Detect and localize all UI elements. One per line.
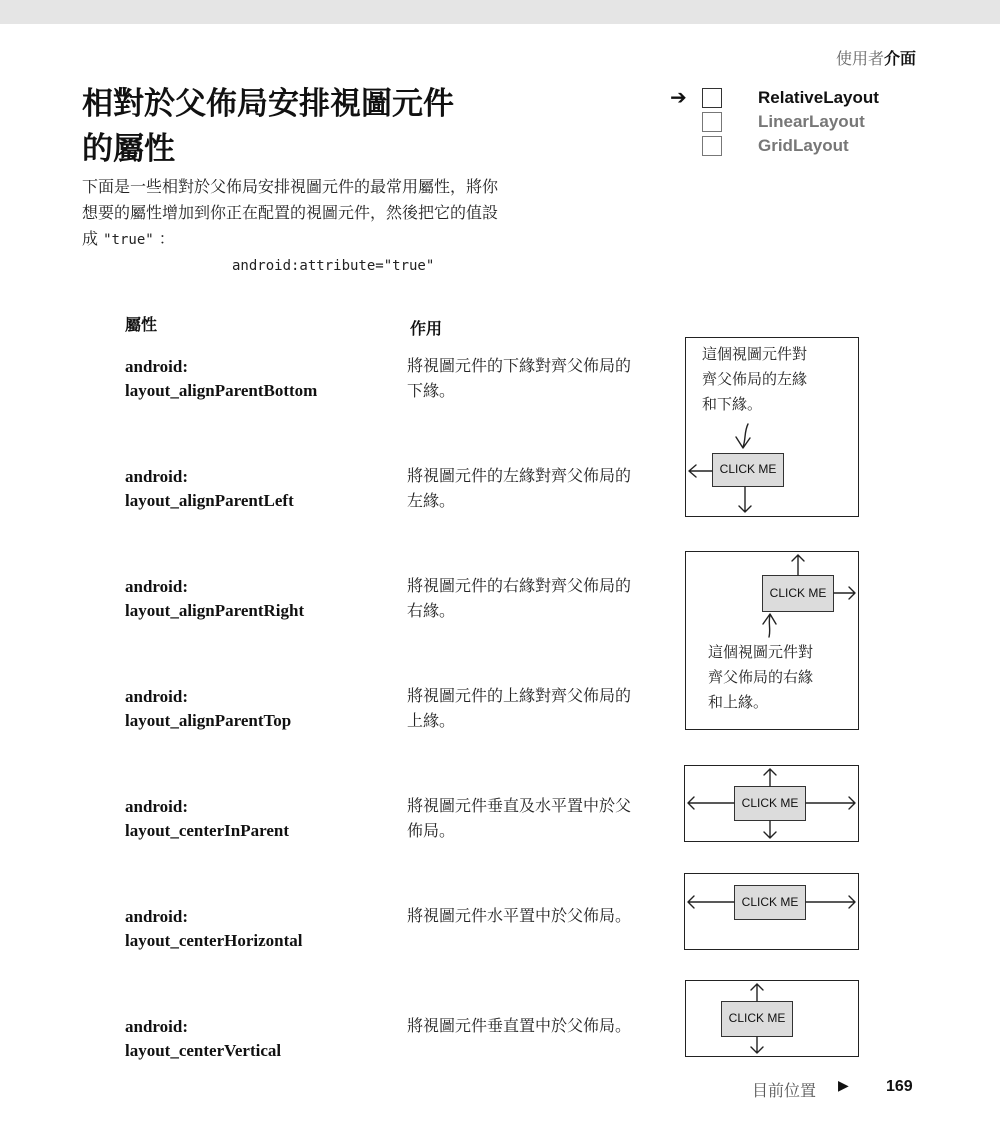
page-number: 169 — [886, 1078, 913, 1095]
pointer-arrow — [763, 614, 776, 637]
note-line-3: 和上緣。 — [708, 693, 769, 711]
arrow-left — [689, 465, 712, 477]
attribute-suffix: layout_alignParentTop — [125, 711, 292, 730]
arrow-down — [739, 487, 751, 512]
attribute-prefix: android: — [125, 797, 188, 816]
click-me-button: CLICK ME — [762, 575, 834, 612]
intro-line-2: 想要的屬性增加到你正在配置的視圖元件，然後把它的值設 — [82, 203, 499, 222]
description-line-1: 將視圖元件垂直置中於父佈局。 — [407, 1016, 632, 1035]
arrow-up — [792, 555, 804, 575]
attribute-prefix: android: — [125, 357, 188, 376]
attribute-prefix: android: — [125, 687, 188, 706]
intro-line-1: 下面是一些相對於父佈局安排視圖元件的最常用屬性，將你 — [82, 177, 499, 196]
description-line-1: 將視圖元件的左緣對齊父佈局的 — [407, 466, 632, 485]
title-line-1: 相對於父佈局安排視圖元件 — [82, 86, 454, 122]
note-line-1: 這個視圖元件對 — [702, 345, 808, 363]
attribute-suffix: layout_alignParentLeft — [125, 491, 294, 510]
description-line-2: 下緣。 — [407, 381, 456, 400]
nav-label: GridLayout — [758, 136, 849, 155]
arrow-down — [764, 821, 776, 838]
description-line-2: 佈局。 — [407, 821, 456, 840]
column-header-effect: 作用 — [410, 319, 443, 338]
title-line-2: 的屬性 — [82, 131, 175, 167]
attribute-prefix: android: — [125, 577, 188, 596]
current-arrow-icon: ➔ — [670, 85, 687, 109]
click-me-button: CLICK ME — [734, 786, 806, 821]
arrow-up — [751, 984, 763, 1001]
arrow-down — [751, 1037, 763, 1053]
attribute-suffix: layout_centerHorizontal — [125, 931, 303, 950]
click-me-button: CLICK ME — [721, 1001, 793, 1037]
arrow-right — [806, 797, 855, 809]
arrow-right — [834, 587, 855, 599]
column-header-attribute: 屬性 — [125, 315, 158, 334]
attribute-suffix: layout_alignParentRight — [125, 601, 305, 620]
description-line-1: 將視圖元件垂直及水平置中於父 — [407, 796, 632, 815]
intro-code: "true" — [103, 232, 154, 248]
section-prefix: 使用者 — [835, 49, 884, 68]
note-line-3: 和下緣。 — [702, 395, 763, 413]
note-line-2: 齊父佈局的右緣 — [708, 668, 814, 686]
description-line-1: 將視圖元件的右緣對齊父佈局的 — [407, 576, 632, 595]
attribute-suffix: layout_centerVertical — [125, 1041, 282, 1060]
description-line-1: 將視圖元件的下緣對齊父佈局的 — [407, 356, 632, 375]
description-line-2: 左緣。 — [407, 491, 456, 510]
attribute-suffix: layout_centerInParent — [125, 821, 289, 840]
arrow-right — [806, 896, 855, 908]
click-me-button: CLICK ME — [712, 453, 784, 487]
footer-label: 目前位置 — [752, 1081, 817, 1100]
description-line-1: 將視圖元件水平置中於父佈局。 — [407, 906, 632, 925]
note-line-2: 齊父佈局的左緣 — [702, 370, 808, 388]
arrow-left — [688, 896, 734, 908]
attribute-prefix: android: — [125, 907, 188, 926]
attribute-suffix: layout_alignParentBottom — [125, 381, 318, 400]
click-me-button: CLICK ME — [734, 885, 806, 920]
attribute-prefix: android: — [125, 467, 188, 486]
description-line-2: 上緣。 — [407, 711, 456, 730]
description-line-2: 右緣。 — [407, 601, 456, 620]
attribute-prefix: android: — [125, 1017, 188, 1036]
arrow-left — [688, 797, 734, 809]
pointer-arrow — [736, 424, 750, 448]
code-example: android:attribute="true" — [232, 258, 435, 274]
section-bold: 介面 — [883, 49, 916, 68]
arrow-up — [764, 769, 776, 786]
nav-label: LinearLayout — [758, 112, 865, 131]
description-line-1: 將視圖元件的上緣對齊父佈局的 — [407, 686, 632, 705]
note-line-1: 這個視圖元件對 — [708, 643, 814, 661]
intro-line-3-suffix: ： — [158, 229, 175, 248]
nav-label: RelativeLayout — [758, 88, 879, 107]
intro-line-3-prefix: 成 — [82, 229, 99, 248]
triangle-right-icon: ▶ — [838, 1078, 849, 1094]
